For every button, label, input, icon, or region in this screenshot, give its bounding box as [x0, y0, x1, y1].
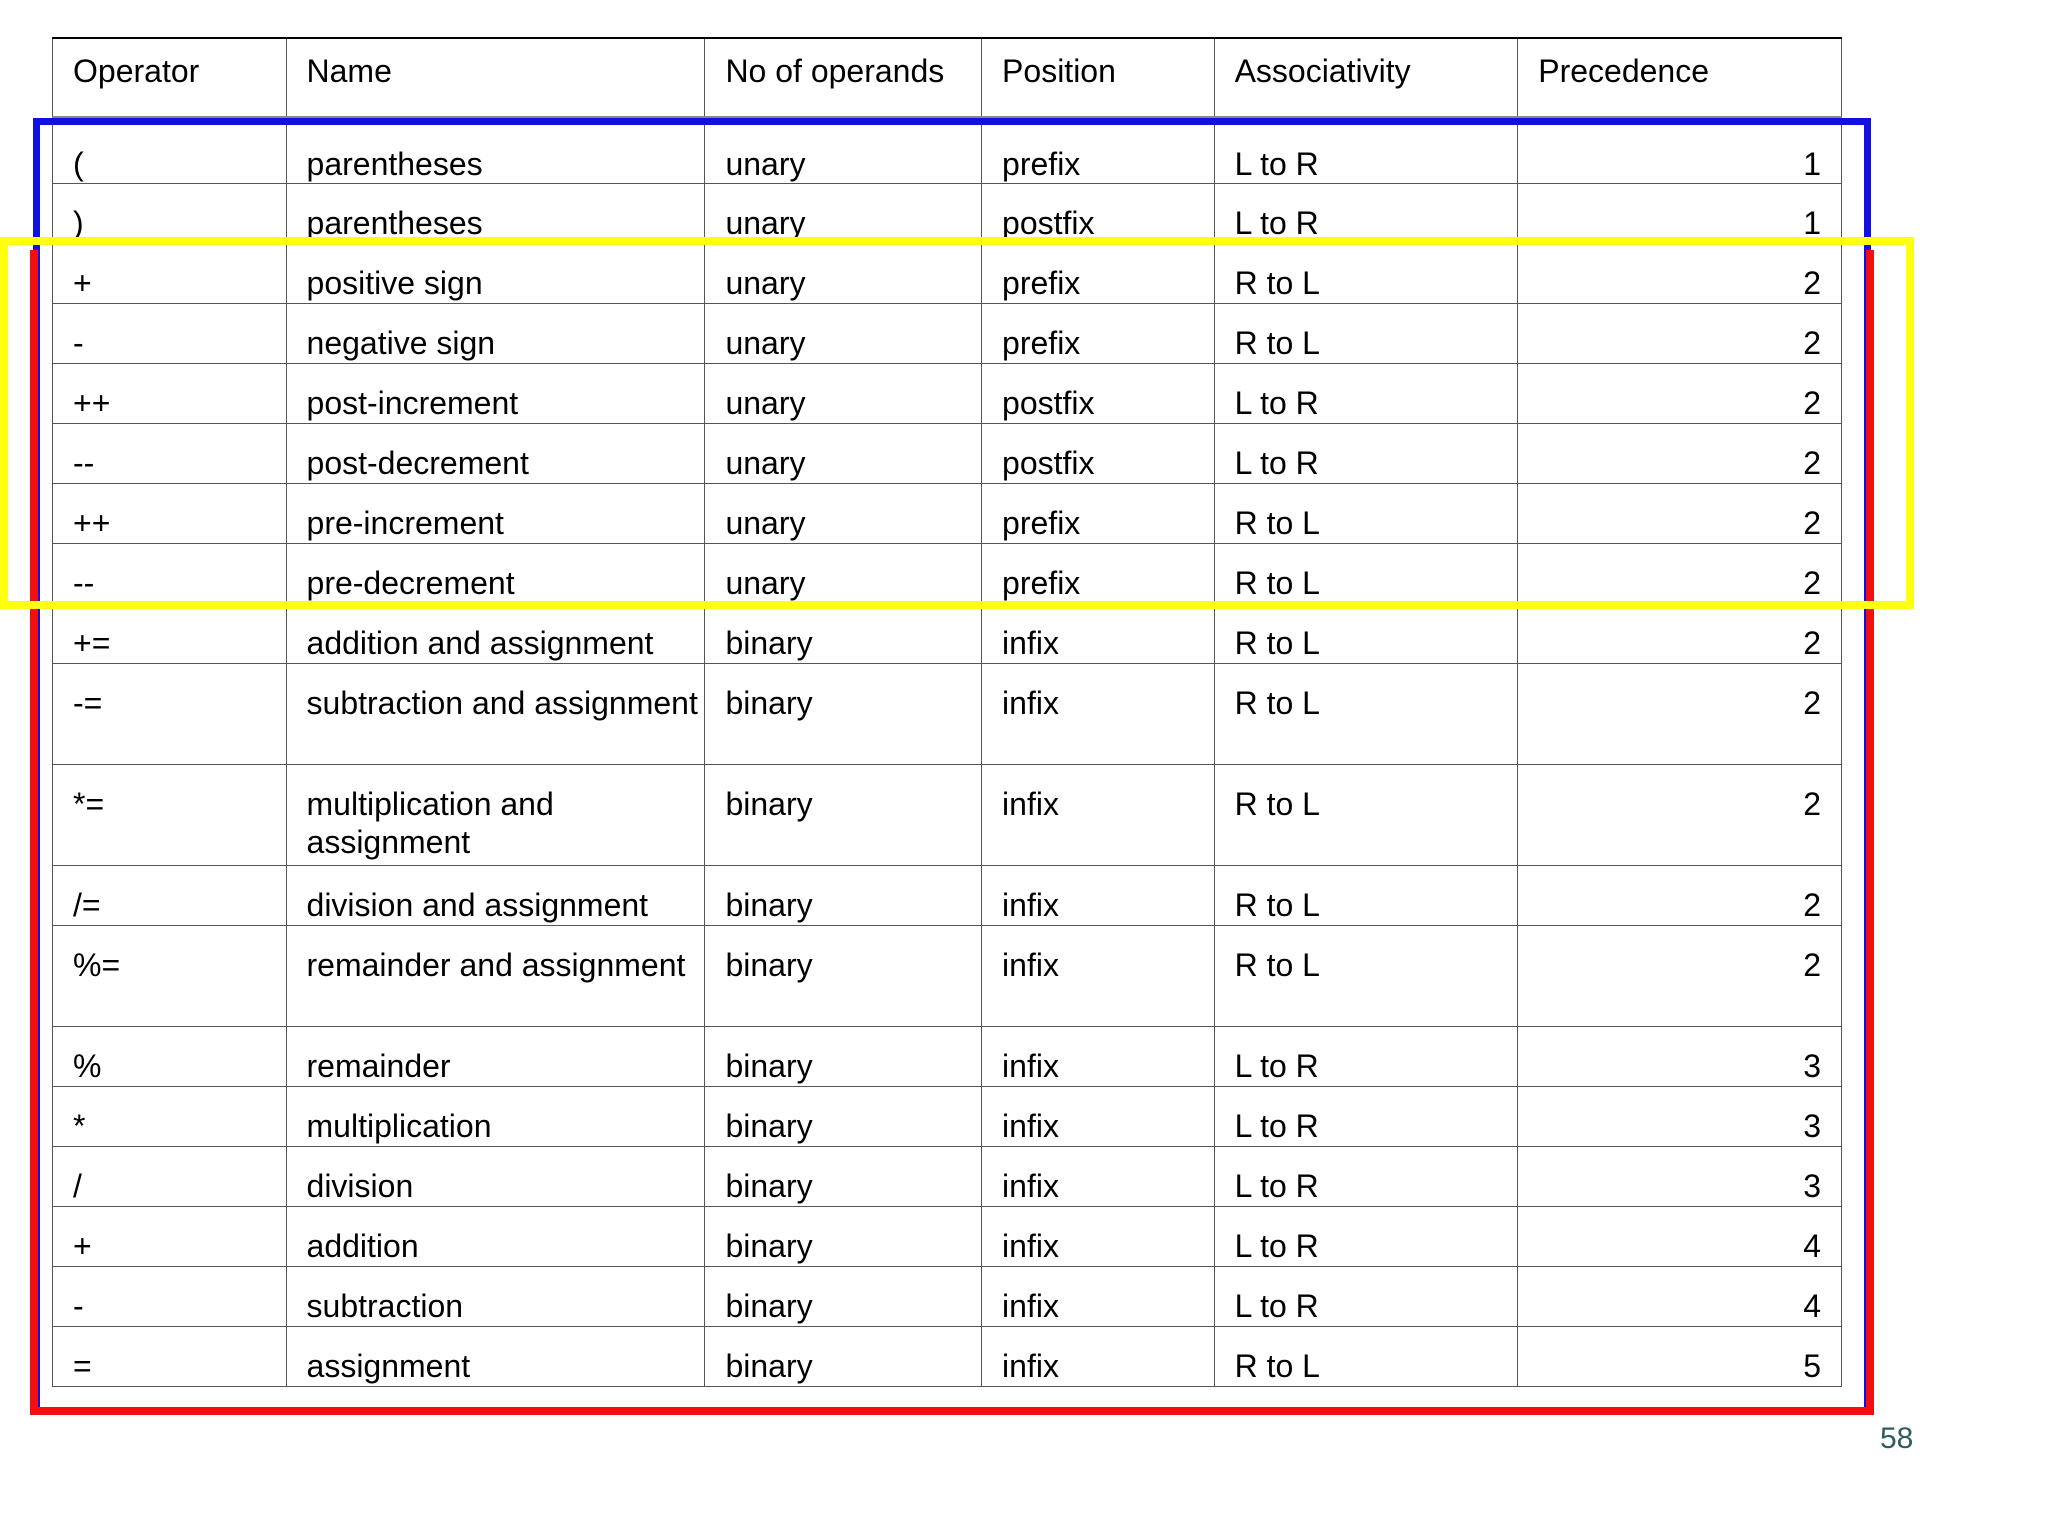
- table-row: [53, 543, 1842, 603]
- header-associativity: Associativity: [1214, 38, 1518, 118]
- cell-operator: -: [53, 1266, 287, 1326]
- table-row: [53, 363, 1842, 423]
- cell-operands: binary: [705, 1326, 982, 1386]
- cell-associativity: L to R: [1214, 1266, 1518, 1326]
- cell-associativity: R to L: [1214, 303, 1518, 363]
- table-row: [53, 925, 1842, 1026]
- table-row: [53, 118, 1842, 183]
- cell-associativity: L to R: [1214, 1146, 1518, 1206]
- cell-operator: =: [53, 1326, 287, 1386]
- cell-position: infix: [982, 663, 1215, 764]
- cell-operator: -: [53, 303, 287, 363]
- cell-position: infix: [982, 1206, 1215, 1266]
- cell-operator: *: [53, 1086, 287, 1146]
- cell-precedence: 2: [1518, 483, 1842, 543]
- cell-operator: +=: [53, 603, 287, 663]
- cell-precedence: 2: [1518, 303, 1842, 363]
- table-row: [53, 1026, 1842, 1086]
- cell-position: prefix: [982, 118, 1215, 183]
- cell-operator: /=: [53, 865, 287, 925]
- table-row: [53, 423, 1842, 483]
- cell-precedence: 2: [1518, 543, 1842, 603]
- cell-position: infix: [982, 764, 1215, 865]
- cell-associativity: L to R: [1214, 183, 1518, 243]
- cell-precedence: 2: [1518, 423, 1842, 483]
- cell-operands: binary: [705, 1266, 982, 1326]
- cell-precedence: 2: [1518, 865, 1842, 925]
- table-row: [53, 1326, 1842, 1386]
- cell-operands: unary: [705, 243, 982, 303]
- cell-name: division: [286, 1146, 705, 1206]
- cell-associativity: R to L: [1214, 603, 1518, 663]
- cell-precedence: 4: [1518, 1266, 1842, 1326]
- cell-name: remainder and assignment: [286, 925, 705, 1026]
- cell-operands: binary: [705, 1086, 982, 1146]
- page-number: 58: [1880, 1422, 1914, 1455]
- cell-operator: +: [53, 1206, 287, 1266]
- cell-precedence: 2: [1518, 663, 1842, 764]
- cell-precedence: 2: [1518, 603, 1842, 663]
- cell-associativity: R to L: [1214, 543, 1518, 603]
- cell-position: prefix: [982, 303, 1215, 363]
- cell-precedence: 4: [1518, 1206, 1842, 1266]
- cell-name: division and assignment: [286, 865, 705, 925]
- cell-precedence: 1: [1518, 118, 1842, 183]
- header-operator: Operator: [53, 38, 287, 118]
- operator-table: [52, 37, 1842, 1387]
- table-row: [53, 603, 1842, 663]
- cell-operands: binary: [705, 1206, 982, 1266]
- cell-precedence: 3: [1518, 1026, 1842, 1086]
- cell-operator: --: [53, 423, 287, 483]
- cell-name: post-decrement: [286, 423, 705, 483]
- table-row: [53, 1206, 1842, 1266]
- cell-name: pre-decrement: [286, 543, 705, 603]
- cell-operands: binary: [705, 925, 982, 1026]
- cell-position: infix: [982, 1326, 1215, 1386]
- table-row: [53, 243, 1842, 303]
- cell-position: infix: [982, 603, 1215, 663]
- cell-operands: unary: [705, 183, 982, 243]
- cell-operands: binary: [705, 603, 982, 663]
- cell-associativity: R to L: [1214, 865, 1518, 925]
- table-row: [53, 663, 1842, 764]
- header-position: Position: [982, 38, 1215, 118]
- cell-operator: ++: [53, 483, 287, 543]
- table-row: [53, 1146, 1842, 1206]
- cell-position: infix: [982, 1146, 1215, 1206]
- table-row: [53, 1266, 1842, 1326]
- cell-operands: binary: [705, 865, 982, 925]
- cell-associativity: L to R: [1214, 363, 1518, 423]
- cell-associativity: L to R: [1214, 423, 1518, 483]
- cell-associativity: R to L: [1214, 483, 1518, 543]
- cell-position: infix: [982, 865, 1215, 925]
- cell-name: addition and assignment: [286, 603, 705, 663]
- cell-operator: -=: [53, 663, 287, 764]
- cell-operands: unary: [705, 543, 982, 603]
- cell-name: parentheses: [286, 118, 705, 183]
- table-body: [53, 118, 1842, 1386]
- cell-operator: /: [53, 1146, 287, 1206]
- cell-position: prefix: [982, 543, 1215, 603]
- cell-operator: ): [53, 183, 287, 243]
- cell-associativity: L to R: [1214, 1086, 1518, 1146]
- table-row: [53, 865, 1842, 925]
- cell-operands: binary: [705, 1026, 982, 1086]
- cell-position: postfix: [982, 363, 1215, 423]
- cell-associativity: L to R: [1214, 118, 1518, 183]
- cell-position: postfix: [982, 423, 1215, 483]
- table-row: [53, 183, 1842, 243]
- cell-operator: *=: [53, 764, 287, 865]
- cell-name: multiplication: [286, 1086, 705, 1146]
- cell-position: infix: [982, 1086, 1215, 1146]
- cell-position: infix: [982, 925, 1215, 1026]
- cell-associativity: R to L: [1214, 1326, 1518, 1386]
- cell-name: pre-increment: [286, 483, 705, 543]
- cell-operands: unary: [705, 363, 982, 423]
- cell-precedence: 3: [1518, 1086, 1842, 1146]
- cell-associativity: L to R: [1214, 1026, 1518, 1086]
- header-name: Name: [286, 38, 705, 118]
- cell-operator: %=: [53, 925, 287, 1026]
- header-operands: No of operands: [705, 38, 982, 118]
- cell-operands: unary: [705, 483, 982, 543]
- header-precedence: Precedence: [1518, 38, 1842, 118]
- cell-operands: binary: [705, 1146, 982, 1206]
- cell-precedence: 2: [1518, 925, 1842, 1026]
- cell-name: parentheses: [286, 183, 705, 243]
- table-header-row: [53, 38, 1842, 118]
- cell-associativity: R to L: [1214, 243, 1518, 303]
- cell-precedence: 1: [1518, 183, 1842, 243]
- cell-name: multiplication and assignment: [286, 764, 705, 865]
- cell-precedence: 2: [1518, 243, 1842, 303]
- cell-operands: unary: [705, 118, 982, 183]
- table-row: [53, 303, 1842, 363]
- cell-associativity: L to R: [1214, 1206, 1518, 1266]
- cell-position: prefix: [982, 483, 1215, 543]
- cell-precedence: 2: [1518, 764, 1842, 865]
- cell-name: remainder: [286, 1026, 705, 1086]
- cell-name: subtraction: [286, 1266, 705, 1326]
- cell-position: prefix: [982, 243, 1215, 303]
- table-row: [53, 764, 1842, 865]
- cell-precedence: 5: [1518, 1326, 1842, 1386]
- cell-associativity: R to L: [1214, 925, 1518, 1026]
- cell-name: positive sign: [286, 243, 705, 303]
- cell-name: negative sign: [286, 303, 705, 363]
- cell-position: infix: [982, 1266, 1215, 1326]
- cell-name: post-increment: [286, 363, 705, 423]
- cell-position: infix: [982, 1026, 1215, 1086]
- cell-operator: ++: [53, 363, 287, 423]
- cell-name: subtraction and assignment: [286, 663, 705, 764]
- cell-operator: (: [53, 118, 287, 183]
- cell-name: assignment: [286, 1326, 705, 1386]
- cell-associativity: R to L: [1214, 764, 1518, 865]
- cell-operator: +: [53, 243, 287, 303]
- cell-name: addition: [286, 1206, 705, 1266]
- cell-operands: unary: [705, 423, 982, 483]
- table-row: [53, 483, 1842, 543]
- table-row: [53, 1086, 1842, 1146]
- cell-associativity: R to L: [1214, 663, 1518, 764]
- cell-operator: --: [53, 543, 287, 603]
- cell-position: postfix: [982, 183, 1215, 243]
- cell-operands: binary: [705, 764, 982, 865]
- cell-precedence: 3: [1518, 1146, 1842, 1206]
- cell-operands: unary: [705, 303, 982, 363]
- cell-operands: binary: [705, 663, 982, 764]
- cell-precedence: 2: [1518, 363, 1842, 423]
- cell-operator: %: [53, 1026, 287, 1086]
